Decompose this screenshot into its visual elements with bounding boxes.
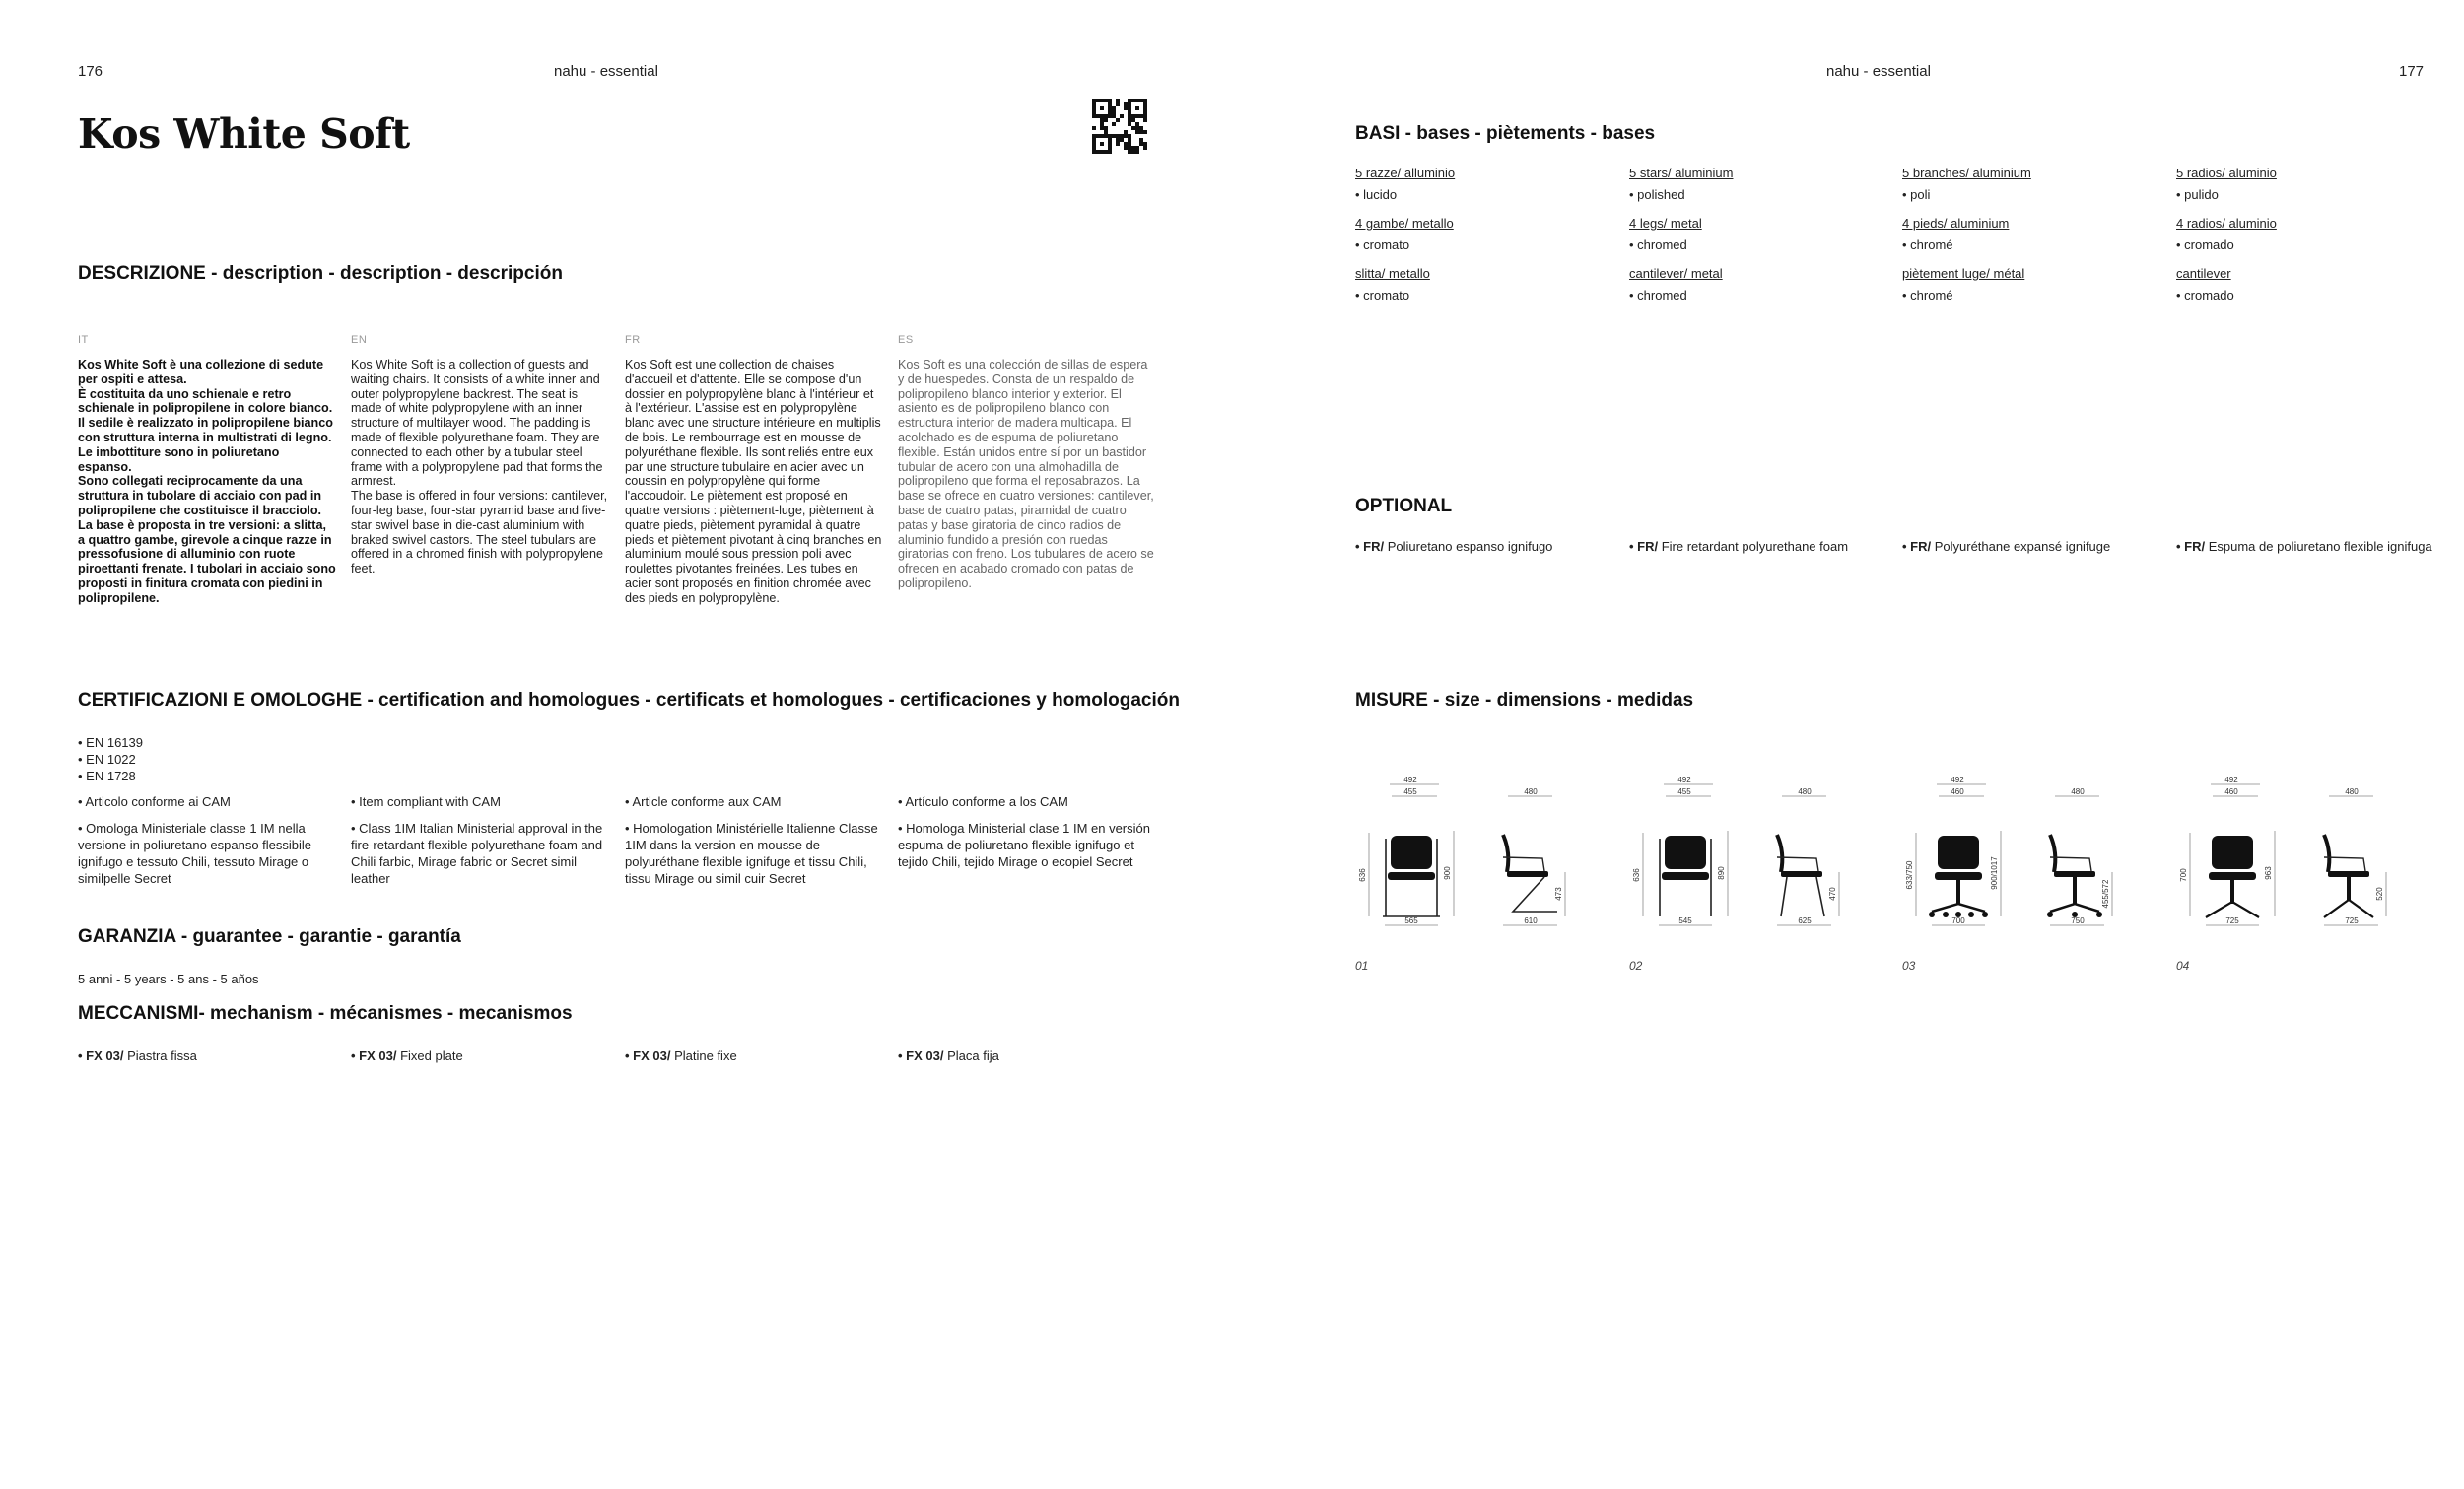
- dim-front-top-outer: 492: [1951, 776, 1964, 784]
- dim-mid-height: 900: [1443, 866, 1452, 880]
- description-fr: [625, 358, 883, 606]
- mechanism-label: Piastra fissa: [123, 1049, 197, 1063]
- chair-side-backrest: [1777, 835, 1782, 872]
- dim-side-height: 470: [1828, 887, 1837, 901]
- optional-code: • FR/: [1355, 539, 1385, 554]
- mechanism-item-en: [351, 1048, 463, 1064]
- base-name: slitta/ metallo: [1355, 266, 1430, 281]
- chair-side-backrest: [2324, 835, 2329, 872]
- dim-side-top: 480: [2345, 787, 2359, 796]
- base-name: 4 radios/ aluminio: [2176, 216, 2277, 231]
- lang-label-fr: FR: [625, 334, 641, 346]
- optional-item-es: [2176, 538, 2434, 555]
- base-name: piètement luge/ métal: [1902, 266, 2025, 281]
- optional-item-fr: [1902, 538, 2160, 555]
- chair-side-star: [2050, 904, 2099, 912]
- base-finish: • lucido: [1355, 187, 1398, 202]
- lang-label-es: ES: [898, 334, 914, 346]
- description-es: [898, 358, 1156, 591]
- optional-heading: OPTIONAL: [1355, 496, 1453, 516]
- chair-side-seat: [1507, 871, 1548, 877]
- base-name: 4 pieds/ aluminium: [1902, 216, 2010, 231]
- chair-front-column: [1956, 880, 1960, 904]
- norm-item: • EN 1728: [78, 769, 136, 783]
- mechanism-item-fr: [625, 1048, 737, 1064]
- cam-fr: • Article conforme aux CAM: [625, 794, 782, 809]
- dim-side-top: 480: [1798, 787, 1812, 796]
- dim-front-bottom: 565: [1404, 916, 1418, 925]
- dim-front-height: 633/750: [1905, 860, 1914, 890]
- chair-side-seat: [1781, 871, 1822, 877]
- dim-side-height: 455/572: [2101, 879, 2110, 909]
- chair-side-pyramid: [2324, 900, 2373, 917]
- dim-front-height: 636: [1358, 868, 1367, 882]
- description-es-text: Kos Soft es una colección de sillas de espera y de huespedes. Consta de un respaldo de polipropileno blanco interior y exterior. El asiento es de polipropileno blanco con estructura interior de madera multicapa. El acolchado es de espuma de poliuretano flexible. Están unidos entre sí por un bastidor tubular de acero con una almohadilla de polipropileno que forma el reposabrazos. La base se ofrece en cuatro versiones: cantilever, base de cuatro patas, piramidal de cuatro patas y base giratoria de cinco radios de aluminio fundido a presión con ruedas giratorias con freno. Los tubulares de acero se ofrecen en acabado cromado con patas de polipropileno.: [898, 358, 1154, 590]
- base-finish: • cromato: [1355, 237, 1410, 252]
- base-finish: • cromado: [2176, 237, 2234, 252]
- base-name: 5 branches/ aluminium: [1902, 166, 2031, 180]
- approval-es: • Homologa Ministerial clase 1 IM en versión espuma de poliuretano flexible ignifugo et tejido Chili, tejido Mirage o ecopiel Secret: [898, 821, 1150, 869]
- chair-side-column: [2073, 877, 2077, 904]
- dim-side-bottom: 625: [1798, 916, 1812, 925]
- dim-front-top-inner: 460: [2224, 787, 2238, 796]
- base-finish: • chromed: [1629, 288, 1687, 303]
- dim-front-top-outer: 492: [2224, 776, 2238, 784]
- dim-front-top-outer: 492: [1677, 776, 1691, 784]
- chair-side-seat: [2054, 871, 2095, 877]
- description-en-text: Kos White Soft is a collection of guests and waiting chairs. It consists of a white inner and outer polypropylene backrest. The seat is made of white polypropylene with an inner structure of multilayer wood. The padding is made of flexible polyurethane foam. They are connected to each other by a tubular steel frame with a polypropylene pad that forms the armrest. The base is offered in four versions: cantilever, four-leg base, four-star pyramid base and five-star swivel base in die-cast aluminium with braked swivel castors. The steel tubulars are offered in a chromed finish with polypropylene feet.: [351, 358, 608, 576]
- mechanism-label: Fixed plate: [396, 1049, 463, 1063]
- chair-side-castor: [2096, 912, 2102, 917]
- bases-heading: BASI - bases - piètements - bases: [1355, 123, 1656, 144]
- chair-side-castor: [2047, 912, 2053, 917]
- dim-mid-height: 963: [2264, 866, 2273, 880]
- dim-front-top-inner: 455: [1677, 787, 1691, 796]
- lang-label-en: EN: [351, 334, 368, 346]
- dim-side-height: 473: [1554, 887, 1563, 901]
- description-it-text: Kos White Soft è una collezione di sedute per ospiti e attesa. È costituita da uno schienale e retro schienale in polipropilene in colore bianco. Il sedile è realizzato in polipropilene bianco con struttura interna in multistrati di legno. Le imbottiture sono in poliuretano espanso. Sono collegati reciprocamente da una struttura in tubolare di acciaio con pad in polipropilene che costituisce il bracciolo. La base è proposta in tre versioni: a slitta, a quattro gambe, girevole a cinque razze in pressofusione di alluminio con ruote piroettanti frenate. I tubolari in acciaio sono proposti in finitura cromata con piedini in polipropilene.: [78, 358, 336, 605]
- mechanism-code: • FX 03/: [625, 1049, 671, 1063]
- mechanism-code: • FX 03/: [351, 1049, 397, 1063]
- description-it: [78, 358, 336, 606]
- qr-code[interactable]: [1092, 99, 1147, 154]
- dim-side-top: 480: [2071, 787, 2085, 796]
- chair-side-column: [2347, 877, 2351, 901]
- optional-item-it: [1355, 538, 1613, 555]
- base-name: 5 razze/ alluminio: [1355, 166, 1456, 180]
- dim-mid-height: 890: [1717, 866, 1726, 880]
- base-finish: • chromé: [1902, 237, 1953, 252]
- chair-front-backrest: [1938, 836, 1979, 869]
- chair-side-backrest: [1503, 835, 1508, 872]
- dim-side-height: 520: [2375, 887, 2384, 901]
- base-name: 5 radios/ aluminio: [2176, 166, 2277, 180]
- chair-front-seat: [2209, 872, 2256, 880]
- chair-front-castor: [1943, 912, 1949, 917]
- chair-drawing: [1355, 774, 1626, 941]
- base-finish: • cromado: [2176, 288, 2234, 303]
- chair-front-column: [2230, 880, 2234, 904]
- guarantee-text: 5 anni - 5 years - 5 ans - 5 años: [78, 972, 259, 986]
- optional-label: Polyuréthane expansé ignifuge: [1931, 539, 2111, 554]
- base-finish: • pulido: [2176, 187, 2219, 202]
- chair-front-seat: [1662, 872, 1709, 880]
- certification-heading: CERTIFICAZIONI E OMOLOGHE - certification and homologues - certificats et homologues - certificaciones y homologación: [78, 690, 1180, 711]
- chair-side-seat: [2328, 871, 2369, 877]
- lang-label-it: IT: [78, 334, 89, 346]
- chair-side-leg: [1781, 877, 1787, 916]
- optional-label: Espuma de poliuretano flexible ignifuga: [2205, 539, 2432, 554]
- optional-item-en: [1629, 538, 1887, 555]
- base-finish: • poli: [1902, 187, 1931, 202]
- mechanism-code: • FX 03/: [898, 1049, 944, 1063]
- chair-variant-label: 01: [1355, 959, 1369, 973]
- chair-front-backrest: [1391, 836, 1432, 869]
- chair-front-backrest: [2212, 836, 2253, 869]
- dim-front-top-inner: 455: [1403, 787, 1417, 796]
- chair-drawing: [1629, 774, 1900, 941]
- chair-drawing: [1902, 774, 2173, 941]
- dim-mid-height: 900/1017: [1990, 856, 1999, 890]
- dim-front-bottom: 700: [1951, 916, 1965, 925]
- dim-front-top-inner: 460: [1951, 787, 1964, 796]
- brand-right: nahu - essential: [1826, 63, 1931, 80]
- base-name: cantilever: [2176, 266, 2231, 281]
- optional-code: • FR/: [1629, 539, 1659, 554]
- page-number-right: 177: [2399, 63, 2425, 80]
- cam-it: • Articolo conforme ai CAM: [78, 794, 231, 809]
- cam-es: • Artículo conforme a los CAM: [898, 794, 1068, 809]
- optional-code: • FR/: [1902, 539, 1932, 554]
- optional-label: Poliuretano espanso ignifugo: [1384, 539, 1553, 554]
- chair-drawing: [2176, 774, 2447, 941]
- base-name: 4 legs/ metal: [1629, 216, 1702, 231]
- chair-variant-label: 02: [1629, 959, 1643, 973]
- dim-front-top-outer: 492: [1403, 776, 1417, 784]
- dim-front-bottom: 545: [1678, 916, 1692, 925]
- approval-en: • Class 1IM Italian Ministerial approval in the fire-retardant flexible polyurethane foam and Chili farbic, Mirage fabric or Secret simil leather: [351, 821, 603, 886]
- norms-list: [78, 734, 143, 784]
- chair-side-leg: [1816, 877, 1824, 916]
- dim-front-bottom: 725: [2225, 916, 2239, 925]
- chair-front-seat: [1388, 872, 1435, 880]
- approval-fr: • Homologation Ministérielle Italienne Classe 1IM dans la version en mousse de polyuréthane flexible ignifuge et tissu Chili, tissu Mirage ou simil cuir Secret: [625, 821, 878, 886]
- chair-front-backrest: [1665, 836, 1706, 869]
- dim-side-top: 480: [1524, 787, 1538, 796]
- optional-label: Fire retardant polyurethane foam: [1658, 539, 1849, 554]
- brand-left: nahu - essential: [554, 63, 658, 80]
- base-name: cantilever/ metal: [1629, 266, 1723, 281]
- product-title: Kos White Soft: [78, 110, 410, 158]
- base-finish: • polished: [1629, 187, 1685, 202]
- cam-en: • Item compliant with CAM: [351, 794, 501, 809]
- base-finish: • chromed: [1629, 237, 1687, 252]
- description-en: [351, 358, 609, 576]
- mechanism-label: Platine fixe: [670, 1049, 737, 1063]
- description-fr-text: Kos Soft est une collection de chaises d'accueil et d'attente. Elle se compose d'un dossier en polypropylène blanc à l'intérieur et à l'extérieur. L'assise est en polypropylène blanc avec une structure intérieure en multiplis de bois. Le rembourrage est en mousse de polyuréthane flexible. Ils sont reliés entre eux par une structure tubulaire en acier avec un coussin en polypropylène qui forme l'accoudoir. Le piètement est proposé en quatre versions : piètement-luge, piètement à quatre pieds, piètement pyramidal à quatre pieds et piètement pivotant à cinq branches en aluminium moulé sous pression poli avec roulettes pivotantes freinées. Les tubes en acier sont proposés en finition chromée avec des pieds en polypropylène.: [625, 358, 882, 605]
- qr-module: [1143, 150, 1147, 154]
- approval-it: • Omologa Ministeriale classe 1 IM nella versione in poliuretano espanso flessibile ignifugo e tessuto Chili, tessuto Mirage o similpelle Secret: [78, 821, 312, 886]
- chair-variant-label: 04: [2176, 959, 2190, 973]
- optional-code: • FR/: [2176, 539, 2206, 554]
- dim-side-bottom: 725: [2345, 916, 2359, 925]
- dim-front-height: 700: [2179, 868, 2188, 882]
- chair-variant-label: 03: [1902, 959, 1916, 973]
- chair-front-castor: [1929, 912, 1935, 917]
- mechanism-item-it: [78, 1048, 197, 1064]
- chair-front-seat: [1935, 872, 1982, 880]
- guarantee-heading: GARANZIA - guarantee - garantie - garantía: [78, 926, 461, 947]
- base-finish: • cromato: [1355, 288, 1410, 303]
- base-finish: • chromé: [1902, 288, 1953, 303]
- chair-front-pyramid: [2206, 902, 2259, 917]
- chair-side-backrest: [2050, 835, 2055, 872]
- description-heading: DESCRIZIONE - description - description - descripción: [78, 263, 563, 284]
- page-number-left: 176: [78, 63, 103, 80]
- mechanism-code: • FX 03/: [78, 1049, 124, 1063]
- base-name: 5 stars/ aluminium: [1629, 166, 1734, 180]
- measures-heading: MISURE - size - dimensions - medidas: [1355, 690, 1694, 711]
- chair-front-castor: [1968, 912, 1974, 917]
- chair-front-castor: [1982, 912, 1988, 917]
- dim-side-bottom: 750: [2071, 916, 2085, 925]
- dim-front-height: 636: [1632, 868, 1641, 882]
- mechanism-label: Placa fija: [943, 1049, 999, 1063]
- mechanism-heading: MECCANISMI- mechanism - mécanismes - mecanismos: [78, 1003, 573, 1024]
- dim-side-bottom: 610: [1524, 916, 1538, 925]
- norm-item: • EN 16139: [78, 735, 143, 750]
- base-name: 4 gambe/ metallo: [1355, 216, 1454, 231]
- mechanism-item-es: [898, 1048, 999, 1064]
- chair-side-frame: [1513, 877, 1557, 912]
- norm-item: • EN 1022: [78, 752, 136, 767]
- chair-front-star: [1932, 904, 1985, 912]
